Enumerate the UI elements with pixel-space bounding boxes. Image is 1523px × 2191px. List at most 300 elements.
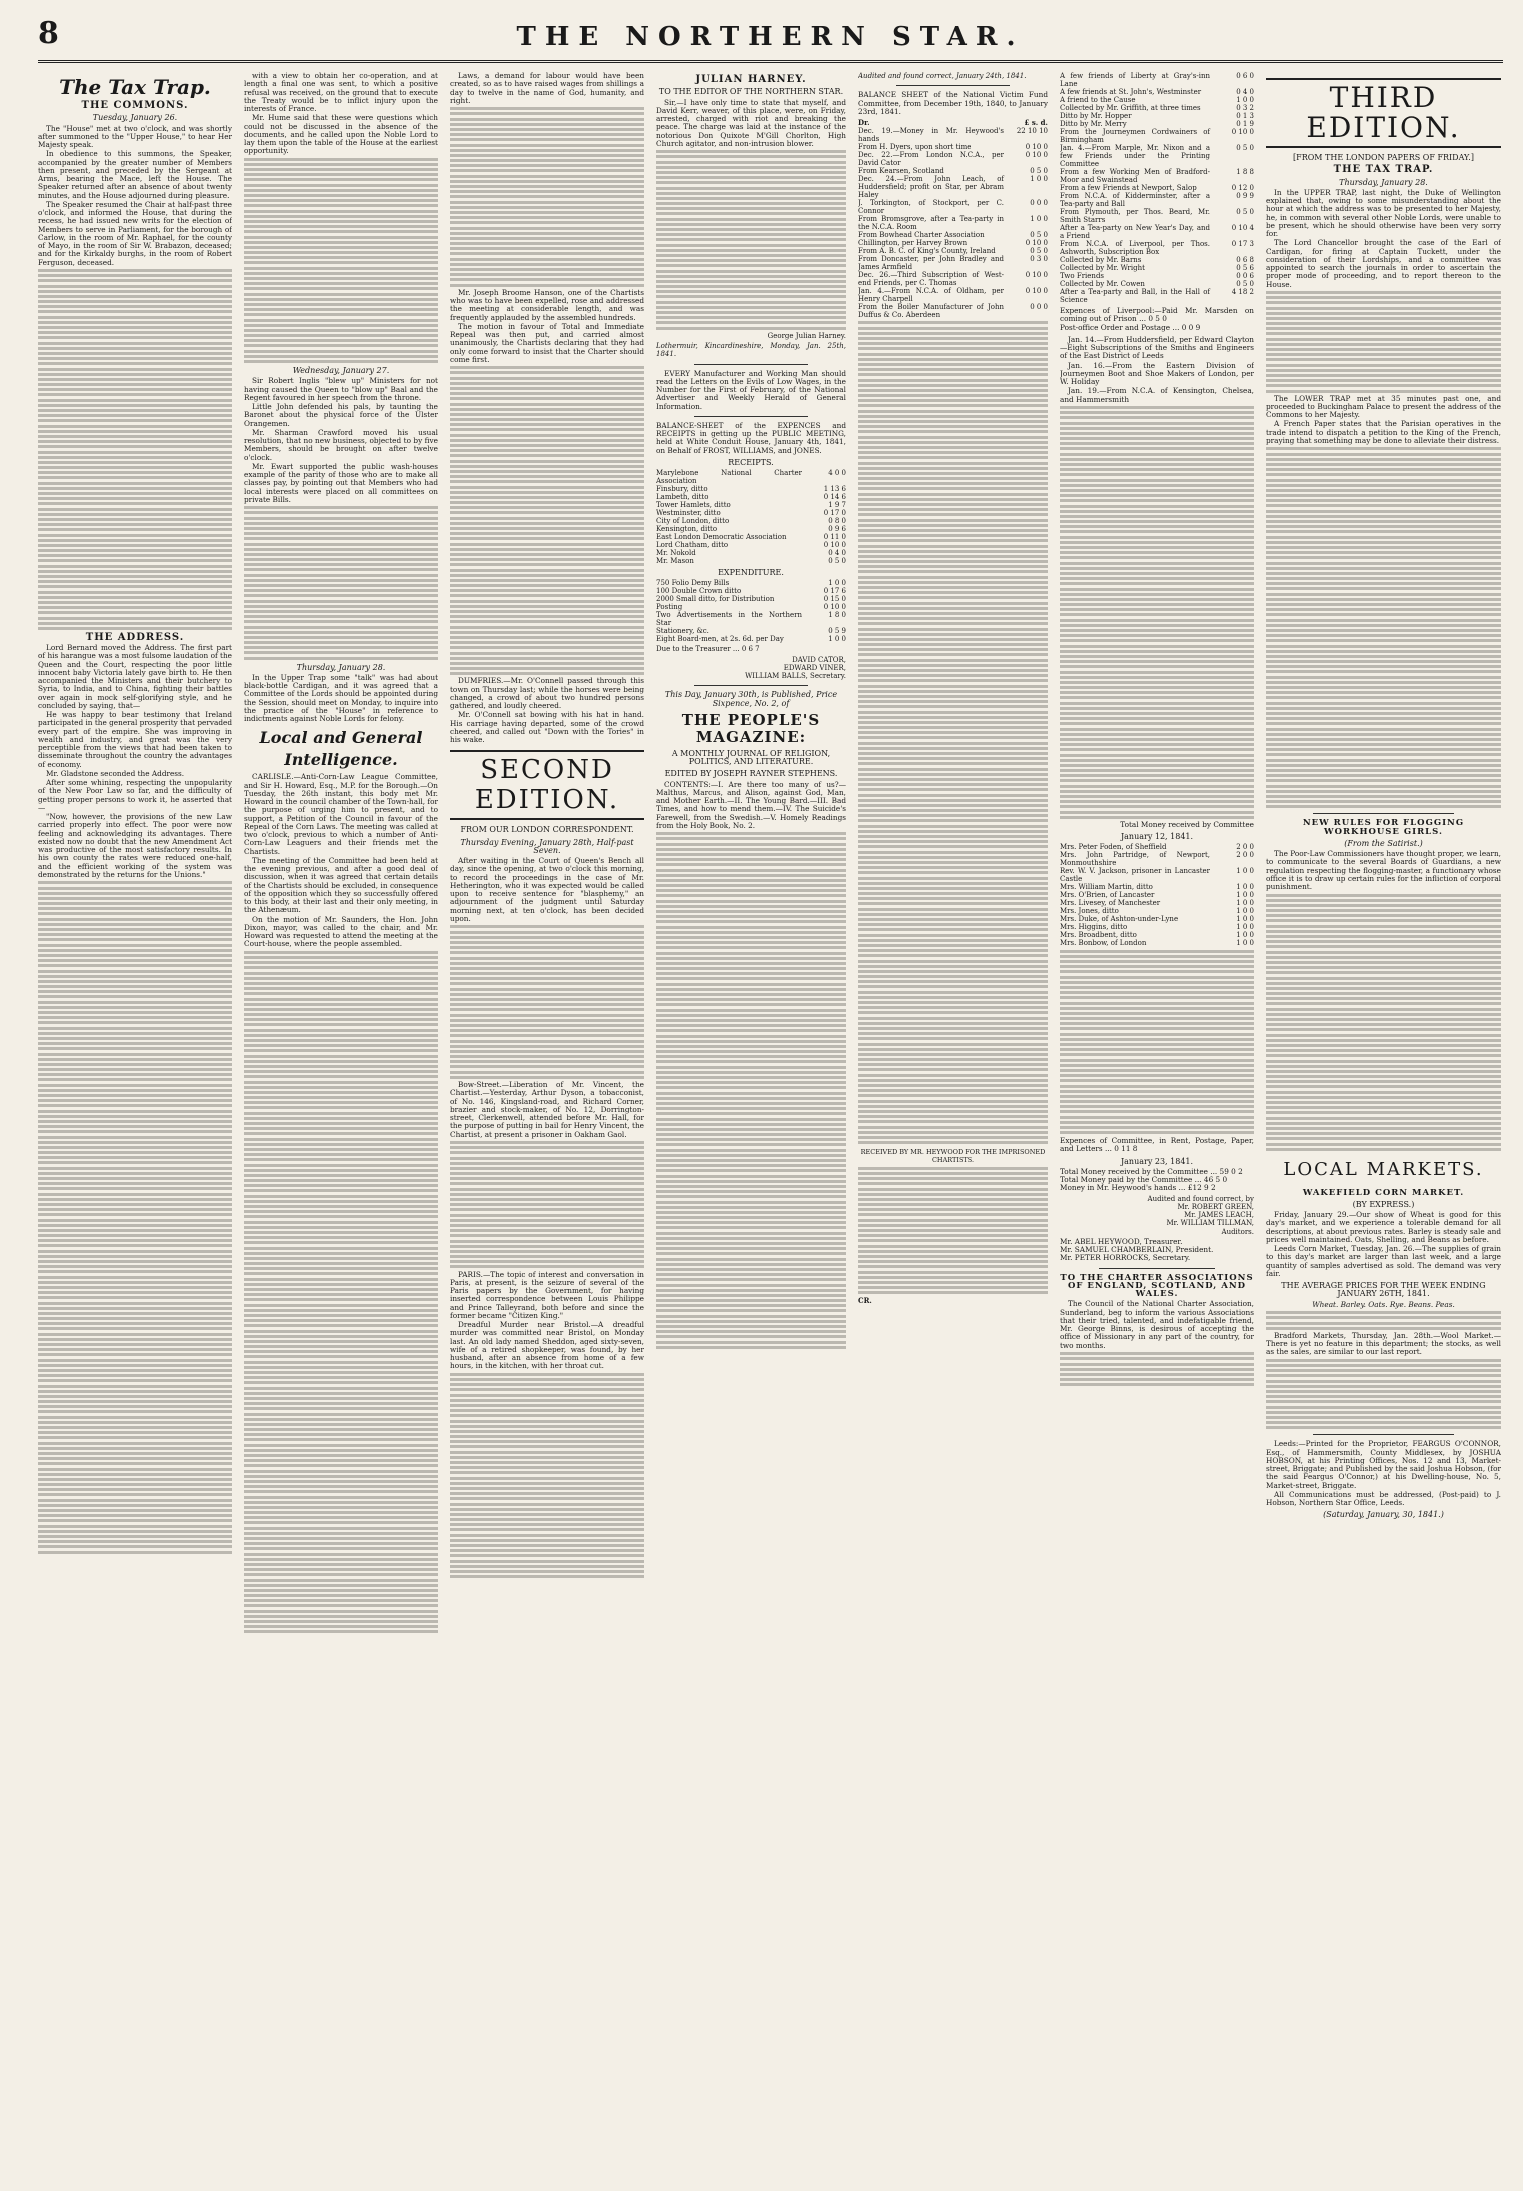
column-1	[38, 72, 232, 2182]
ledger-item: Chillington, per Harvey Brown	[858, 239, 968, 248]
ledger-item: A few friends of Liberty at Gray's-inn Lane	[1060, 72, 1210, 88]
text-block	[858, 321, 1048, 1144]
ledger-row	[1060, 192, 1254, 208]
text-block	[450, 366, 644, 675]
ledger-row	[1060, 883, 1254, 891]
payments-table	[1060, 843, 1254, 947]
edition-date: Thursday Evening, January 28th, Half-past Seven.	[460, 837, 634, 855]
poor-law-heading: NEW RULES FOR FLOGGING WORKHOUSE GIRLS.	[1302, 818, 1465, 837]
ledger-row	[656, 595, 846, 603]
ledger-row	[1060, 907, 1254, 915]
ledger-amount: 0 1 3	[1236, 112, 1254, 120]
paragraph: Mr. O'Connell sat bowing with his hat in hand. His carriage having departed, some of the crowd cheered, and called out "Down with the Tories" in his wake.	[450, 710, 644, 745]
entry-jan16: Jan. 16.—From the Eastern Division of Journeymen Boot and Shoe Makers of London, per W. Holiday	[1060, 360, 1254, 386]
charter-associations-heading: TO THE CHARTER ASSOCIATIONS OF ENGLAND, SCOTLAND, AND WALES.	[1060, 1272, 1254, 1300]
paragraph: The LOWER TRAP met at 35 minutes past one, and proceeded to Buckingham Palace to present the address of the Commons to her Majesty.	[1266, 393, 1501, 420]
ledger-item: Two Advertisements in the Northern Star	[656, 611, 802, 628]
third-edition-heading: THIRD EDITION.	[1266, 78, 1501, 148]
ledger-item: Dec. 26.—Third Subscription of West-end Friends, per C. Thomas	[858, 271, 1004, 288]
charter-notice: The Council of the National Charter Association, Sunderland, beg to inform the various Associations that their tried, talented, and indefatigable friend, Mr. George Binns, is desirous of accepting the office of Missionary in any part of the country, for two months.	[1060, 1299, 1254, 1350]
ledger-item: Lambeth, ditto	[656, 493, 709, 501]
paragraph: Bradford Markets, Thursday, Jan. 28th.—Wool Market.—There is yet no feature in this department; the stocks, as well as the sales, are similar to our last report.	[1266, 1330, 1501, 1357]
heading-commons: THE COMMONS.	[81, 100, 189, 111]
ledger-item: Finsbury, ditto	[656, 485, 708, 493]
auditor: Mr. ROBERT GREEN,	[1177, 1202, 1254, 1211]
ledger-item: East London Democratic Association	[656, 533, 787, 541]
ledger-item: Mrs. Higgins, ditto	[1060, 923, 1128, 932]
ledger-item: After a Tea-party on New Year's Day, and a Friend	[1060, 224, 1210, 240]
paragraph: "Now, however, the provisions of the new Law carried properly into effect. The poor were now feeling and acknowledging its advantages. There existed now no doubt that the new Amendment Act was productive of the most satisfactory results. In his own county the rates were reduced one-half, and the efficient working of the system was demonstrated by the returns for the Unions."	[38, 812, 232, 879]
ledger-row	[656, 603, 846, 611]
ledger-row	[656, 533, 846, 541]
ledger-row	[858, 151, 1048, 167]
ledger-row	[858, 167, 1048, 175]
column-7	[1266, 72, 1501, 2182]
auditors-label: Auditors.	[1221, 1227, 1254, 1236]
ledger-row	[1060, 96, 1254, 104]
ledger-item: Collected by Mr. Cowen	[1060, 280, 1145, 288]
ledger-row	[656, 635, 846, 643]
ledger-amount: 0 4 0	[1236, 88, 1254, 96]
ledger-row	[1060, 915, 1254, 923]
ledger-item: From Plymouth, per Thos. Beard, Mr. Smith Starrs	[1060, 208, 1210, 224]
ledger-amount: 0 10 0	[823, 541, 846, 549]
text-block	[1266, 447, 1501, 808]
subscriptions-table	[1060, 72, 1254, 304]
paragraph: Bow-Street.—Liberation of Mr. Vincent, the Chartist.—Yesterday, Arthur Dyson, a tobacconist, of No. 146, Kingsland-road, and Richard Corner, brazier and stock-maker, of No. 12, Dorrington-street, Clerkenwell, attended before Mr. Hall, for the purpose of putting in bail for Henry Vincent, the Chartist, at present a prisoner in Oakham Gaol.	[450, 1080, 644, 1139]
ledger-item: Collected by Mr. Griffith, at three times	[1060, 104, 1201, 112]
ledger-amount: 2 0 0	[1236, 851, 1254, 860]
page-number: 8	[38, 16, 59, 51]
ledger-row	[1060, 120, 1254, 128]
ledger-item: Marylebone National Charter Association	[656, 469, 802, 485]
ledger-amount: 1 0 0	[1236, 891, 1254, 900]
officer: Mr. PETER HORROCKS, Secretary.	[1060, 1253, 1191, 1263]
ledger-amount: 0 5 0	[1030, 231, 1048, 240]
ledger-amount: 1 0 0	[1236, 939, 1254, 948]
ledger-row	[858, 271, 1048, 287]
average-prices-heading: THE AVERAGE PRICES FOR THE WEEK ENDING JANUARY 26TH, 1841.	[1281, 1281, 1486, 1299]
ledger-amount: 0 10 0	[1025, 143, 1048, 152]
ledger-amount: 0 10 0	[823, 603, 846, 612]
text-block	[1266, 1359, 1501, 1429]
date-wednesday: Wednesday, January 27.	[292, 366, 390, 375]
ledger-row	[1060, 923, 1254, 931]
ledger-amount: 0 10 0	[1231, 128, 1254, 136]
ledger-amount: 0 5 0	[1236, 144, 1254, 152]
total-received-label: Total Money received by Committee	[1120, 819, 1254, 829]
balance-sheet-title: BALANCE-SHEET of the EXPENCES and RECEIPTS in getting up the PUBLIC MEETING, held at White Conduit House, January 4th, 1841, on Behalf of FROST, WILLIAMS, and JONES.	[656, 420, 846, 455]
heading-address: THE ADDRESS.	[85, 631, 185, 643]
date-label: Thursday, January 28.	[1339, 177, 1428, 187]
ledger-row	[1060, 264, 1254, 272]
ledger-row	[858, 127, 1048, 143]
ledger-item: Kensington, ditto	[656, 525, 718, 533]
paragraph: He was happy to bear testimony that Ireland participated in the general prosperity that pervaded every part of the empire. She was improving in wealth and industry, and great was the very perceptible from the views that had been taken to disseminate throughout the country the advantages of economy.	[38, 710, 232, 769]
magazine-title: THE PEOPLE'S MAGAZINE:	[681, 710, 821, 746]
paragraph: PARIS.—The topic of interest and conversation in Paris, at present, is the seizure of several of the Paris papers by the Government, for having inserted correspondence between Louis Philippe and Prince Talleyrand, both before and since the former became "Citizen King."	[450, 1269, 644, 1320]
ledger-amount: 1 0 0	[1236, 931, 1254, 940]
ledger-amount: 0 1 9	[1236, 120, 1254, 128]
ledger-item: Dec. 19.—Money in Mr. Heywood's hands	[858, 127, 1004, 144]
column-4	[656, 72, 846, 2182]
ledger-amount: 1 0 0	[1030, 215, 1048, 224]
paragraph: The Poor-Law Commissioners have thought proper, we learn, to communicate to the several Boards of Guardians, a new regulation respecting the flogging-master, a functionary whose office it is to draw up certain rules for the infliction of corporal punishment.	[1266, 849, 1501, 892]
text-block	[450, 925, 644, 1078]
ledger-row	[858, 175, 1048, 199]
paragraph: The Speaker resumed the Chair at half-past three o'clock, and informed the House, that during the recess, he had issued new writs for the election of Members to serve in Parliament, for the borough of Carlow, in the room of Mr. Raphael, for the county of Mayo, in the room of Sir W. Brabazon, deceased; and for the Kirkaldy burghs, in the room of Robert Ferguson, deceased.	[38, 199, 232, 267]
price-columns: Wheat. Barley. Oats. Rye. Beans. Peas.	[1312, 1299, 1455, 1309]
ledger-item: Mrs. O'Brien, of Lancaster	[1060, 891, 1155, 900]
ledger-row	[656, 525, 846, 533]
total-paid: Total Money paid by the Committee ... 46 5 0	[1060, 1175, 1228, 1185]
column-2	[244, 72, 438, 2182]
ledger-row	[1060, 867, 1254, 883]
imprint-date: (Saturday, January, 30, 1841.)	[1323, 1510, 1444, 1520]
dr-label: Dr.	[858, 118, 870, 127]
ledger-item: Ditto by Mr. Merry	[1060, 120, 1127, 128]
paragraph: Sir Robert Inglis "blew up" Ministers for not having caused the Queen to "blow up" Baal and the Regent favoured in her speech from the throne.	[244, 376, 438, 402]
paragraph: In the Upper Trap some "talk" was had about black-bottle Cardigan, and it was agreed that a Committee of the Lords should be appointed during the Session, should meet on Monday, to inquire into the practice of the "House" in reference to indictments against Noble Lords for felony.	[244, 672, 438, 724]
magazine-notice: This Day, January 30th, is Published, Price Sixpence, No. 2, of	[664, 690, 838, 708]
text-block	[1266, 1311, 1501, 1330]
signer: WILLIAM BALLS, Secretary.	[745, 672, 846, 680]
source-label: [FROM THE LONDON PAPERS OF FRIDAY.]	[1293, 153, 1474, 162]
paragraph: Lord Bernard moved the Address. The first part of his harangue was a most fulsome laudation of the Queen and the Court, respecting the poor little innocent baby Victoria lately gave birth to. He then accompanied the Ministers and their butchery to Syria, to India, and to China, fighting their battles over again in mock self-glorifying style, and he concluded by saying, that—	[38, 643, 232, 710]
ledger-item: Collected by Mr. Barns	[1060, 256, 1142, 264]
ledger-amount: 1 0 0	[1236, 923, 1254, 932]
ledger-amount: 0 17 6	[823, 587, 846, 596]
victim-fund-table	[858, 127, 1048, 319]
victim-fund-title: BALANCE SHEET of the National Victim Fund Committee, from December 19th, 1840, to January 23rd, 1841.	[858, 90, 1048, 116]
ledger-item: Posting	[656, 603, 683, 612]
jan23-date: January 23, 1841.	[1120, 1156, 1194, 1166]
text-block	[1266, 291, 1501, 393]
wakefield-heading: WAKEFIELD CORN MARKET.	[1302, 1187, 1465, 1198]
ledger-amount: 0 10 0	[1025, 151, 1048, 160]
ledger-amount: 0 0 0	[1030, 199, 1048, 208]
ledger-row	[858, 199, 1048, 215]
entry-jan14: Jan. 14.—From Huddersfield, per Edward Clayton—Eight Subscriptions of the Smiths and Engineers of the East District of Leeds	[1060, 334, 1254, 361]
ledger-item: From H. Dyers, upon short time	[858, 143, 972, 152]
ledger-amount: 0 6 0	[1236, 72, 1254, 80]
ledger-amount: 1 0 0	[1030, 175, 1048, 184]
ledger-row	[858, 215, 1048, 231]
signer: EDWARD VINER,	[783, 663, 846, 672]
ledger-row	[1060, 280, 1254, 288]
ledger-row	[858, 255, 1048, 271]
ledger-amount: 1 0 0	[1236, 96, 1254, 104]
ledger-row	[656, 579, 846, 587]
magazine-contents: CONTENTS:—I. Are there too many of us?—Malthus, Marcus, and Alison, against God, Man, and Mother Earth.—II. The Young Bard.—III. Bad Times, and how to mend them.—IV. The Suicide's Farewell, from the Swedish.—V. Homely Readings from the Holy Book, No. 2.	[656, 779, 846, 830]
ledger-amount: 0 4 0	[828, 549, 846, 557]
text-block	[244, 158, 438, 363]
paragraph: Little John defended his pals, by taunting the Baronet about the physical force of the Ulster Orangemen.	[244, 402, 438, 428]
paragraph: Mr. Hume said that these were questions which could not be discussed in the absence of the documents, and he called upon the Noble Lord to lay them upon the table of the House at the earliest opportunity.	[244, 113, 438, 156]
ledger-row	[1060, 288, 1254, 304]
ledger-row	[858, 231, 1048, 239]
ledger-amount: 1 0 0	[1236, 907, 1254, 916]
ledger-amount: 1 0 0	[828, 635, 846, 644]
tax-trap-heading: THE TAX TRAP.	[1333, 164, 1434, 176]
ledger-amount: 1 9 7	[828, 501, 846, 509]
ledger-row	[656, 501, 846, 509]
ledger-item: After a Tea-party and Ball, in the Hall of Science	[1060, 288, 1210, 304]
ledger-amount: 0 5 0	[1236, 208, 1254, 216]
ledger-row	[1060, 843, 1254, 851]
ledger-item: From a few Working Men of Bradford-Moor and Swainstead	[1060, 168, 1210, 184]
paragraph: DUMFRIES.—Mr. O'Connell passed through this town on Thursday last; while the horses were being changed, a crowd of about two hundred persons gathered, and loudly cheered.	[450, 676, 644, 711]
date-thursday: Thursday, January 28.	[296, 662, 386, 672]
ledger-row	[656, 469, 846, 485]
ledger-row	[1060, 939, 1254, 947]
ledger-row	[1060, 168, 1254, 184]
section-heading-local: Local and General Intelligence.	[259, 728, 423, 770]
entry-jan19: Jan. 19.—From N.C.A. of Kensington, Chelsea, and Hammersmith	[1060, 386, 1254, 404]
ledger-row	[1060, 208, 1254, 224]
ledger-row	[656, 611, 846, 627]
masthead	[38, 12, 1503, 63]
ledger-amount: 4 0 0	[828, 469, 846, 477]
ledger-item: Mrs. Broadbent, ditto	[1060, 931, 1137, 940]
ledger-item: Mrs. William Martin, ditto	[1060, 883, 1153, 892]
ledger-amount: 0 10 4	[1231, 224, 1254, 232]
section-heading-tax-trap: The Tax Trap.	[59, 75, 211, 99]
ledger-amount: 0 15 0	[823, 595, 846, 604]
ledger-amount: 0 8 0	[828, 517, 846, 525]
ledger-item: A few friends at St. John's, Westminster	[1060, 88, 1202, 96]
ledger-amount: 0 5 0	[828, 557, 846, 565]
ledger-row	[1060, 88, 1254, 96]
ledger-item: Tower Hamlets, ditto	[656, 501, 731, 509]
ledger-row	[858, 287, 1048, 303]
ledger-amount: 0 5 0	[1030, 167, 1048, 176]
paragraph: with a view to obtain her co-operation, and at length a final one was sent, to which a positive refusal was received, on the ground that to execute the Treaty would be to inflict injury upon the interests of France.	[244, 72, 438, 113]
ledger-item: From the Journeymen Cordwainers of Birmingham	[1060, 128, 1210, 144]
ledger-item: From N.C.A. of Kidderminster, after a Tea-party and Ball	[1060, 192, 1210, 208]
ledger-item: Mrs. Livesey, of Manchester	[1060, 899, 1161, 908]
audit-note: Audited and found correct, January 24th, 1841.	[858, 72, 1027, 80]
ledger-amount: 0 0 0	[1030, 303, 1048, 312]
paragraph: A French Paper states that the Parisian operatives in the trade intend to dispatch a petition to the King of the French, praying that something may be done to alleviate their distress.	[1266, 419, 1501, 445]
ledger-amount: 1 0 0	[1236, 915, 1254, 924]
expenditure-label: EXPENDITURE.	[718, 568, 784, 577]
paragraph: The Lord Chancellor brought the case of the Earl of Cardigan, for firing at Captain Tuckett, under the consideration of their Lordships, and a committee was appointed to search the journals in order to ascertain the proper mode of proceeding, and to report thereon to the House.	[1266, 238, 1501, 289]
paragraph: Mr. Gladstone seconded the Address.	[46, 768, 185, 778]
ledger-item: 2000 Small ditto, for Distribution	[656, 595, 775, 604]
letter-address: TO THE EDITOR OF THE NORTHERN STAR.	[658, 87, 844, 97]
ledger-row	[1060, 931, 1254, 939]
ledger-item: City of London, ditto	[656, 517, 730, 525]
local-markets-heading: LOCAL MARKETS.	[1283, 1158, 1484, 1180]
text-block	[38, 269, 232, 630]
ledger-item: Jan. 4.—From N.C.A. of Oldham, per Henry Charpell	[858, 287, 1004, 304]
ledger-amount: 0 14 6	[823, 493, 846, 501]
expenditure-table	[656, 579, 846, 643]
ledger-item: From N.C.A. of Liverpool, per Thos. Ashworth, Subscription Box	[1060, 240, 1210, 256]
officers	[1060, 1238, 1254, 1263]
paragraph: After waiting in the Court of Queen's Bench all day, since the opening, at two o'clock this morning, to record the proceedings in the case of Mr. Hetherington, who it was expected would be called upon to receive sentence for "blasphemy," an adjournment of the judgment until Saturday morning next, at ten o'clock, has been decided upon.	[450, 856, 644, 923]
auditors-line: Audited and found correct, by	[1147, 1194, 1254, 1203]
ledger-row	[1060, 891, 1254, 899]
second-edition-heading: SECOND EDITION.	[450, 750, 644, 820]
column-5	[858, 72, 1048, 2182]
text-block	[38, 881, 232, 1553]
text-block	[450, 1373, 644, 1578]
ledger-item: From Bromsgrove, after a Tea-party in the N.C.A. Room	[858, 215, 1004, 232]
ledger-item: Mr. Nokold	[656, 549, 696, 557]
ledger-item: A friend to the Cause	[1060, 96, 1136, 104]
ledger-row	[1060, 224, 1254, 240]
text-block	[450, 1141, 644, 1269]
ledger-item: Dec. 24.—From John Leach, of Huddersfield; profit on Star, per Abram Haley	[858, 175, 1004, 200]
ledger-item: From Kearsen, Scotland	[858, 167, 944, 176]
ledger-item: Dec. 22.—From London N.C.A., per David Cator	[858, 151, 1004, 168]
column-6	[1060, 72, 1254, 2182]
ledger-row	[656, 627, 846, 635]
ledger-item: From Bowhead Charter Association	[858, 231, 985, 240]
letter-title: JULIAN HARNEY.	[695, 74, 807, 85]
ledger-row	[1060, 72, 1254, 88]
text-block	[450, 107, 644, 286]
ledger-item: 100 Double Crown ditto	[656, 587, 742, 596]
ledger-row	[1060, 272, 1254, 280]
text-block	[858, 1167, 1048, 1295]
ledger-row	[656, 493, 846, 501]
paragraph: Sir,—I have only time to state that myself, and David Kerr, weaver, of this place, were, on Friday, arrested, charged with riot and breaking the peace. The charge was laid at the instance of the notorious Don Quixote M'Gill Chorlton, High Church agitator, and non-intrusion blower.	[656, 97, 846, 148]
ledger-row	[1060, 128, 1254, 144]
auditors	[1060, 1195, 1254, 1236]
ledger-amount: 1 0 0	[828, 579, 846, 588]
officer: Mr. ABEL HEYWOOD, Treasurer.	[1060, 1236, 1183, 1246]
ledger-row	[858, 143, 1048, 151]
ledger-row	[656, 517, 846, 525]
ledger-item: Collected by Mr. Wright	[1060, 264, 1145, 272]
ledger-row	[1060, 256, 1254, 264]
paragraph: CARLISLE.—Anti-Corn-Law League Committee, and Sir H. Howard, Esq., M.P. for the Borough.—On Tuesday, the 26th instant, this body met Mr. Howard in the council chamber of the Town-hall, for the purpose of urging him to present, and to support, a Petition of the Council in favour of the Repeal of the Corn Laws. The meeting was called at two o'clock, previous to which a number of Anti-Corn-Law Leaguers and their friends met the Chartists.	[244, 772, 438, 856]
paragraph: Mr. Sharman Crawford moved his usual resolution, that no new business, objected to by five Members, should be brought on after twelve o'clock.	[244, 427, 438, 462]
ledger-amount: 0 17 0	[823, 509, 846, 517]
ledger-amount: 2 0 0	[1236, 843, 1254, 852]
paragraph: Leeds Corn Market, Tuesday, Jan. 26.—The supplies of grain to this day's market are larger than last week, and a large quantity of samples advertised as sold. The demand was very fair.	[1266, 1244, 1501, 1278]
letter-date: Lothermuir, Kincardineshire, Monday, Jan. 25th, 1841.	[656, 342, 846, 359]
ledger-amount: 0 11 0	[823, 533, 846, 541]
ledger-amount: 0 10 0	[1025, 287, 1048, 296]
post-office-order: Post-office Order and Postage ... 0 0 9	[1060, 322, 1201, 332]
ledger-row	[858, 239, 1048, 247]
ledger-item: Rev. W. V. Jackson, prisoner in Lancaster Castle	[1060, 867, 1210, 884]
newspaper-title: THE NORTHERN STAR.	[516, 22, 1025, 52]
ledger-row	[858, 303, 1048, 319]
paragraph: Dreadful Murder near Bristol.—A dreadful murder was committed near Bristol, on Monday last. An old lady named Sheddon, aged sixty-seven, wife of a retired shopkeeper, was found, by her husband, after an absence from home of a few hours, in the kitchen, with her throat cut.	[450, 1320, 644, 1371]
imprint: Leeds:—Printed for the Proprietor, FEARGUS O'CONNOR, Esq., of Hammersmith, County Middlesex, by JOSHUA HOBSON, at his Printing Offices, Nos. 12 and 13, Market-street, Briggate; and Published by the said Joshua Hobson, (for the said Feargus O'Connor,) at his Dwelling-house, No. 5, Market-street, Briggate.	[1266, 1439, 1501, 1490]
magazine-subtitle: A MONTHLY JOURNAL OF RELIGION, POLITICS, AND LITERATURE.	[671, 748, 831, 766]
letter-signature: George Julian Harney.	[767, 331, 846, 340]
paragraph: After some whining, respecting the unpopularity of the New Poor Law so far, and the difficulty of getting proper persons to work it, he asserted that—	[38, 778, 232, 812]
column-3	[450, 72, 644, 2182]
ledger-row	[1060, 899, 1254, 907]
edition-source: FROM OUR LONDON CORRESPONDENT.	[460, 825, 634, 835]
signers	[656, 656, 846, 681]
ledger-amount: 0 9 9	[1236, 192, 1254, 200]
total-received: Total Money received by the Committee ... 59 0 2	[1060, 1166, 1243, 1176]
text-block	[244, 506, 438, 659]
ledger-amount: 4 18 2	[1231, 288, 1254, 296]
ledger-amount: 0 10 0	[1025, 239, 1048, 248]
ledger-item: From the Boiler Manufacturer of John Duffus & Co. Aberdeen	[858, 303, 1004, 320]
committee-expences: Expences of Committee, in Rent, Postage, Paper, and Letters ... 0 11 8	[1060, 1136, 1254, 1154]
officer: Mr. SAMUEL CHAMBERLAIN, President.	[1060, 1245, 1214, 1255]
ledger-row	[1060, 112, 1254, 120]
cr-label: CR.	[858, 1296, 872, 1306]
ledger-item: Mrs. Jones, ditto	[1060, 907, 1119, 916]
ledger-row	[1060, 144, 1254, 168]
ledger-amount: 0 9 6	[828, 525, 846, 533]
received-header: RECEIVED BY MR. HEYWOOD FOR THE IMPRISONED CHARTISTS.	[860, 1148, 1046, 1165]
ledger-item: Ditto by Mr. Hopper	[1060, 112, 1132, 120]
debit-header: Dr. £ s. d.	[858, 118, 1048, 127]
magazine-editor: EDITED BY JOSEPH RAYNER STEPHENS.	[664, 769, 838, 779]
ledger-row	[656, 485, 846, 493]
imprint-address: All Communications must be addressed, (Post-paid) to J. Hobson, Northern Star Office, Leeds.	[1266, 1489, 1501, 1507]
paragraph: Friday, January 29.—Our show of Wheat is good for this day's market, and we experience a tolerable demand for all descriptions, at about previous rates. Barley is steady sale and prices well maintained. Oats, Shelling, and Beans as before.	[1266, 1210, 1501, 1244]
ledger-amount: 1 0 0	[1236, 883, 1254, 892]
ledger-amount: 1 0 0	[1236, 867, 1254, 876]
ledger-row	[1060, 104, 1254, 112]
ledger-item: Jan. 4.—From Marple, Mr. Nixon and a few Friends under the Printing Committee	[1060, 144, 1210, 168]
ledger-amount: 0 0 6	[1236, 272, 1254, 280]
ledger-item: Mrs. Bonbow, of London	[1060, 939, 1147, 948]
paragraph: On the motion of Mr. Saunders, the Hon. John Dixon, mayor, was called to the chair, and Mr. Howard was requested to attend the meeting at the Court-house, where the people assembled.	[244, 914, 438, 949]
ledger-amount: 1 8 8	[1236, 168, 1254, 176]
paragraph: Mr. Ewart supported the public wash-houses example of the parity of those who are to make all classes pay, by pointing out that Members who had local interests were placed on all committees on private Bills.	[244, 461, 438, 504]
paragraph: Mr. Joseph Broome Hanson, one of the Chartists who was to have been expelled, rose and addressed the meeting at considerable length, and was frequently applauded by the assembled hundreds.	[450, 287, 644, 322]
text-block	[656, 832, 846, 1349]
ledger-amount: 0 3 0	[1030, 255, 1048, 264]
ledger-item: Mrs. Duke, of Ashton-under-Lyne	[1060, 915, 1179, 924]
ledger-amount: 22 10 10	[1016, 127, 1048, 136]
ledger-amount: 1 0 0	[1236, 899, 1254, 908]
ledger-row	[656, 557, 846, 565]
paragraph: The meeting of the Committee had been held at the evening previous, and after a good deal of discussion, when it was agreed that certain details of the Chartists should be excluded, in consequence of the opposition which they so successfully offered to this body, at their last and their only meeting, in the Athenæum.	[244, 855, 438, 915]
ledger-amount: 0 5 9	[828, 627, 846, 636]
ledger-amount: 0 17 3	[1231, 240, 1254, 248]
ledger-item: From a few Friends at Newport, Salop	[1060, 184, 1197, 192]
receipts-table	[656, 469, 846, 565]
ledger-item: Mrs. Peter Foden, of Sheffield	[1060, 843, 1167, 852]
ledger-row	[656, 549, 846, 557]
auditor: Mr. WILLIAM TILLMAN,	[1166, 1219, 1254, 1228]
ledger-item: From A. B. C. of King's County, Ireland	[858, 247, 996, 256]
ledger-item: Stationery, &c.	[656, 627, 709, 636]
ledger-row	[1060, 240, 1254, 256]
ledger-amount: 0 10 0	[1025, 271, 1048, 280]
ledger-amount: 0 3 2	[1236, 104, 1254, 112]
ledger-amount: 0 5 6	[1236, 264, 1254, 272]
paragraph: The motion in favour of Total and Immediate Repeal was then put, and carried almost unanimously, the Chartists declaring that they had only come forward to insist that the Charter should come first.	[450, 321, 644, 364]
ledger-item: Lord Chatham, ditto	[656, 541, 729, 549]
ledger-item: Westminster, ditto	[656, 509, 721, 517]
signer: DAVID CATOR,	[792, 655, 846, 664]
ledger-item: 750 Folio Demy Bills	[656, 579, 730, 588]
paragraph: Laws, a demand for labour would have been created, so as to have raised wages from shillings a day to twelve in the name of God, humanity, and right.	[450, 72, 644, 105]
ledger-item: Two Friends	[1060, 272, 1105, 280]
notice: EVERY Manufacturer and Working Man should read the Letters on the Evils of Low Wages, in the Number for the First of February, of the National Advertiser and Weekly Herald of General Information.	[656, 368, 846, 411]
text-block	[1266, 894, 1501, 1151]
committee-date: January 12, 1841.	[1120, 832, 1194, 842]
text-block	[1060, 1352, 1254, 1386]
ledger-amount: 0 12 0	[1231, 184, 1254, 192]
